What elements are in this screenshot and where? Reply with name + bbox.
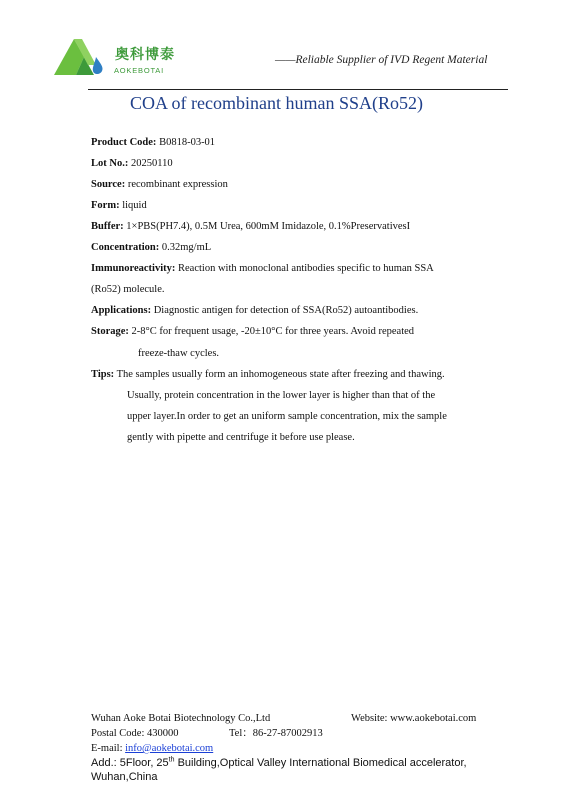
storage-row xyxy=(91,321,414,342)
storage-value: 2-8°C for frequent usage, -20±10°C for three years. Avoid repeated xyxy=(128,326,415,337)
form-row xyxy=(91,195,147,216)
applications-row xyxy=(91,300,418,321)
logo-chinese-text: 奥科博泰 xyxy=(115,47,175,63)
tips-label: Tips: xyxy=(91,369,115,380)
footer-postal: Postal Code: 430000 xyxy=(91,728,179,739)
tips-row xyxy=(91,364,445,385)
buffer-row xyxy=(91,216,410,237)
form-value: liquid xyxy=(119,200,147,211)
concentration-value: 0.32mg/mL xyxy=(159,242,212,253)
footer-address xyxy=(91,756,467,770)
footer-address-end: Building,Optical Valley International Biomedical accelerator, xyxy=(174,757,467,769)
product-code-row xyxy=(91,132,215,153)
tips-continuation-2: upper layer.In order to get an uniform sample concentration, mix the sample xyxy=(127,411,447,422)
concentration-row xyxy=(91,237,211,258)
header-tagline: ——Reliable Supplier of IVD Regent Material xyxy=(275,54,488,66)
form-label: Form: xyxy=(91,200,120,211)
immunoreactivity-value: Reaction with monoclonal antibodies specific to human SSA xyxy=(175,263,434,274)
applications-value: Diagnostic antigen for detection of SSA(Ro52) autoantibodies. xyxy=(151,305,419,316)
source-value: recombinant expression xyxy=(125,179,228,190)
tips-continuation-1: Usually, protein concentration in the lower layer is higher than that of the xyxy=(127,390,436,401)
storage-continuation: freeze-thaw cycles. xyxy=(138,348,220,359)
company-logo-icon xyxy=(52,37,110,77)
immunoreactivity-label: Immunoreactivity: xyxy=(91,263,176,274)
lot-no-value: 20250110 xyxy=(128,158,173,169)
lot-no-label: Lot No.: xyxy=(91,158,129,169)
applications-label: Applications: xyxy=(91,305,152,316)
footer-company: Wuhan Aoke Botai Biotechnology Co.,Ltd xyxy=(91,713,271,724)
footer-address-start: Add.: 5Floor, 25 xyxy=(91,757,169,769)
buffer-value: 1×PBS(PH7.4), 0.5M Urea, 600mM Imidazole, 0.1%PreservativesI xyxy=(123,221,411,232)
product-code-label: Product Code: xyxy=(91,137,157,148)
tips-value: The samples usually form an inhomogeneous state after freezing and thawing. xyxy=(114,369,445,380)
concentration-label: Concentration: xyxy=(91,242,160,253)
lot-no-row xyxy=(91,153,173,174)
immunoreactivity-continuation: (Ro52) molecule. xyxy=(91,284,165,295)
source-label: Source: xyxy=(91,179,126,190)
storage-label: Storage: xyxy=(91,326,129,337)
footer-address-superscript: th xyxy=(168,756,175,764)
logo-english-text: AOKEBOTAI xyxy=(114,66,164,75)
document-title: COA of recombinant human SSA(Ro52) xyxy=(130,93,423,113)
immunoreactivity-row xyxy=(91,258,434,279)
footer-email-label: E-mail: xyxy=(91,743,126,754)
product-code-value: B0818-03-01 xyxy=(156,137,216,148)
footer-address-city: Wuhan,China xyxy=(91,771,158,783)
buffer-label: Buffer: xyxy=(91,221,124,232)
source-row xyxy=(91,174,228,195)
header-divider xyxy=(88,89,508,90)
tips-continuation-3: gently with pipette and centrifuge it before use please. xyxy=(127,432,355,443)
footer-email-row xyxy=(91,742,213,756)
footer-tel: Tel：86-27-87002913 xyxy=(229,728,323,739)
footer-website: Website: www.aokebotai.com xyxy=(351,713,477,724)
footer-email-link[interactable]: info@aokebotai.com xyxy=(125,743,214,754)
